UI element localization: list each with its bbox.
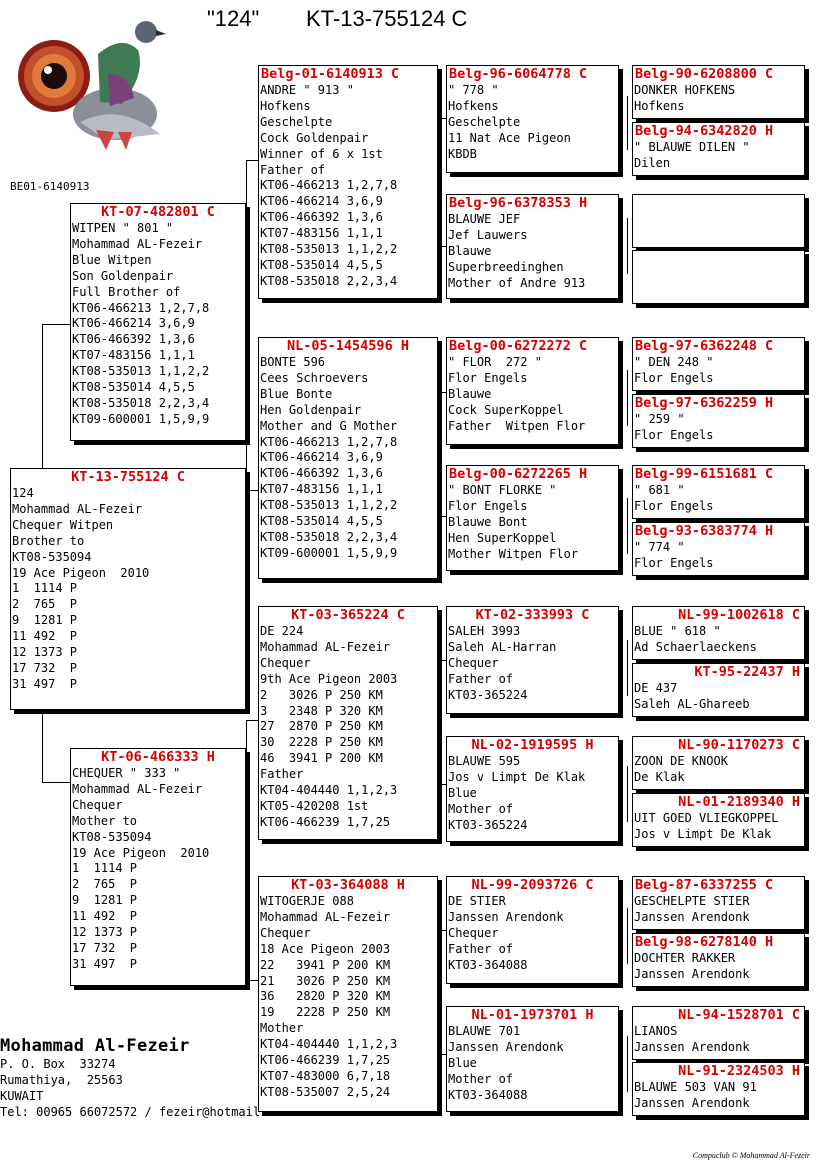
pedigree-line: BLUE " 618 " — [634, 624, 721, 638]
pedigree-line: KT08-535013 1,1,2,2 — [260, 242, 398, 257]
pedigree-line: Chequer — [260, 655, 311, 670]
pedigree-lines — [633, 483, 804, 515]
pedigree-line: Janssen Arendonk — [448, 909, 564, 924]
pedigree-lines — [71, 766, 245, 973]
dam-sire-card — [258, 606, 438, 840]
ring-number: NL-91-2324503 H — [678, 1063, 800, 1079]
pigeon-photo — [10, 14, 170, 164]
ring-number: NL-90-1170273 C — [678, 737, 800, 753]
pedigree-line: Father — [260, 767, 304, 782]
pedigree-line: Hofkens — [448, 98, 499, 113]
pedigree-line: BLAUWE JEF — [448, 212, 521, 226]
ring-number: NL-99-1002618 C — [678, 607, 800, 623]
pedigree-lines — [633, 624, 804, 656]
pedigree-line: 11 492 P — [72, 909, 138, 924]
pedigree-line: " 681 " — [634, 483, 685, 497]
pedigree-line: KT06-466392 1,3,6 — [72, 332, 195, 347]
pedigree-line: UIT GOED VLIEGKOPPEL — [634, 811, 779, 825]
pedigree-line: KT08-535014 4,5,5 — [260, 514, 383, 529]
pedigree-line: Mohammad AL-Fezeir — [260, 639, 391, 654]
pedigree-lines — [447, 624, 618, 704]
pedigree-line: 9 1281 P — [72, 893, 138, 908]
pedigree-line: Mohammad AL-Fezeir — [12, 501, 143, 516]
pedigree-line: KBDB — [448, 146, 477, 161]
pedigree-line: " 778 " — [448, 83, 499, 97]
pedigree-line: KT06-466214 3,6,9 — [72, 316, 195, 331]
pedigree-line: Janssen Arendonk — [634, 1039, 750, 1054]
pedigree-line: KT03-365224 — [448, 817, 528, 832]
pedigree-line: KT06-466239 1,7,25 — [260, 814, 391, 829]
ggp-card — [446, 194, 619, 299]
pedigree-line: Cock Goldenpair — [260, 130, 369, 145]
pedigree-line: Janssen Arendonk — [448, 1039, 564, 1054]
pedigree-line: 30 2228 P 250 KM — [260, 735, 383, 750]
ggp-card — [446, 1006, 619, 1112]
gggp-card — [632, 1062, 805, 1116]
ring-number: Belg-00-6272272 C — [449, 338, 588, 354]
pedigree-line: Flor Engels — [634, 498, 714, 513]
pedigree-line: 36 2820 P 320 KM — [260, 989, 391, 1004]
pedigree-lines — [447, 212, 618, 292]
ring-number: Belg-97-6362248 C — [635, 338, 774, 354]
pedigree-line: " 774 " — [634, 540, 685, 554]
owner-contact-line: Tel: 00965 66072572 / fezeir@hotmail. — [0, 1105, 268, 1119]
ring-number: Belg-00-6272265 H — [449, 466, 588, 482]
pedigree-line: KT07-483156 1,1,1 — [260, 226, 383, 241]
pedigree-lines — [11, 486, 245, 693]
pedigree-line: Flor Engels — [448, 370, 528, 385]
pedigree-lines — [633, 140, 804, 172]
pedigree-line: Mother of — [448, 801, 514, 816]
pedigree-line: Mohammad AL-Fezeir — [72, 781, 203, 796]
pedigree-line: " DEN 248 " — [634, 355, 714, 369]
pedigree-line: Janssen Arendonk — [634, 966, 750, 981]
gggp-card — [632, 1006, 805, 1060]
pedigree-line: Flor Engels — [634, 555, 714, 570]
gggp-card — [632, 736, 805, 790]
ggp-card — [446, 606, 619, 714]
pedigree-line: Superbreedinghen — [448, 259, 564, 274]
pedigree-line: BLAUWE 503 VAN 91 — [634, 1080, 757, 1094]
pigeon-ring-title: KT-13-755124 C — [306, 6, 468, 31]
gggp-card — [632, 122, 805, 176]
pedigree-lines — [633, 1080, 804, 1112]
pedigree-line: KT08-535013 1,1,2,2 — [260, 498, 398, 513]
ring-number: Belg-96-6378353 H — [449, 195, 588, 211]
gggp-card-empty — [632, 250, 805, 304]
pedigree-line: Blue Bonte — [260, 386, 333, 401]
pedigree-line: Cock SuperKoppel — [448, 402, 564, 417]
gggp-card — [632, 933, 805, 987]
pedigree-line: Cees Schroevers — [260, 370, 369, 385]
pedigree-line: KT08-535014 4,5,5 — [72, 380, 195, 395]
pedigree-line: " 259 " — [634, 412, 685, 426]
pedigree-line: 22 3941 P 200 KM — [260, 957, 391, 972]
gggp-card — [632, 606, 805, 660]
pedigree-line: KT05-420208 1st — [260, 798, 369, 813]
pedigree-line: Flor Engels — [448, 498, 528, 513]
pedigree-line: Hofkens — [260, 98, 311, 113]
pedigree-line: Father of — [448, 671, 514, 686]
pedigree-line: KT04-404440 1,1,2,3 — [260, 1037, 398, 1052]
pedigree-line: 124 — [12, 486, 34, 500]
owner-address-line: KUWAIT — [0, 1089, 44, 1103]
ring-number: KT-07-482801 C — [101, 204, 215, 220]
pedigree-line: Blue — [448, 785, 477, 800]
pedigree-line: Chequer Witpen — [12, 517, 114, 532]
dam-dam-card — [258, 876, 438, 1112]
pedigree-line: KT08-535094 — [72, 829, 152, 844]
copyright-footer: Compuclub © Mohammad Al-Fezeir — [692, 1151, 810, 1160]
pedigree-line: 17 732 P — [72, 940, 138, 955]
ggp-card — [446, 876, 619, 984]
pedigree-line: Mother of Andre 913 — [448, 275, 586, 290]
pedigree-line: DE 437 — [634, 681, 678, 695]
pedigree-line: SALEH 3993 — [448, 624, 521, 638]
pedigree-line: KT06-466392 1,3,6 — [260, 210, 383, 225]
pedigree-lines — [633, 540, 804, 572]
photo-ring-label: BE01-6140913 — [10, 180, 90, 193]
pedigree-line: Son Goldenpair — [72, 268, 174, 283]
pedigree-line: Full Brother of — [72, 284, 181, 299]
ring-number: NL-01-1973701 H — [471, 1007, 594, 1023]
pedigree-line: DOCHTER RAKKER — [634, 951, 736, 965]
pedigree-line: KT09-600001 1,5,9,9 — [260, 545, 398, 560]
gggp-card — [632, 465, 805, 519]
pedigree-line: 31 497 P — [72, 956, 138, 971]
pedigree-line: Blauwe Bont — [448, 514, 528, 529]
gggp-card — [632, 663, 805, 717]
ring-number: KT-03-364088 H — [291, 877, 405, 893]
owner-name: Mohammad Al-Fezeir — [0, 1036, 190, 1056]
pedigree-line: Winner of 6 x 1st — [260, 146, 383, 161]
pigeon-name: "124" — [207, 6, 260, 31]
pedigree-line: 19 2228 P 250 KM — [260, 1005, 391, 1020]
pedigree-line: WITOGERJE 088 — [260, 894, 354, 908]
pedigree-line: Flor Engels — [634, 427, 714, 442]
pedigree-lines — [447, 1024, 618, 1104]
pedigree-line: 2 765 P — [12, 597, 78, 612]
pedigree-line: " FLOR 272 " — [448, 355, 542, 369]
pedigree-line: " BONT FLORKE " — [448, 483, 557, 497]
pedigree-line: Janssen Arendonk — [634, 909, 750, 924]
ring-number: Belg-98-6278140 H — [635, 934, 774, 950]
pedigree-line: DONKER HOFKENS — [634, 83, 736, 97]
pedigree-line: Hen SuperKoppel — [448, 530, 557, 545]
gggp-card — [632, 394, 805, 448]
pedigree-line: 46 3941 P 200 KM — [260, 751, 383, 766]
pedigree-line: Mother and G Mother — [260, 418, 398, 433]
pedigree-line: 2 765 P — [72, 877, 138, 892]
pedigree-line: WITPEN " 801 " — [72, 221, 174, 235]
pedigree-lines — [447, 894, 618, 974]
ring-number: KT-06-466333 H — [101, 749, 215, 765]
pedigree-lines — [633, 894, 804, 926]
pedigree-line: Chequer — [448, 925, 499, 940]
pedigree-line: KT08-535018 2,2,3,4 — [72, 395, 210, 410]
pedigree-line: KT08-535018 2,2,3,4 — [260, 529, 398, 544]
ring-number: Belg-96-6064778 C — [449, 66, 588, 82]
gggp-card — [632, 793, 805, 847]
pedigree-line: KT07-483000 6,7,18 — [260, 1068, 391, 1083]
pedigree-line: 18 Ace Pigeon 2003 — [260, 941, 391, 956]
pedigree-line: KT07-483156 1,1,1 — [72, 348, 195, 363]
pedigree-line: KT06-466392 1,3,6 — [260, 466, 383, 481]
ring-number: Belg-93-6383774 H — [635, 523, 774, 539]
ggp-card — [446, 736, 619, 842]
pedigree-line: Mother to — [72, 813, 138, 828]
pedigree-line: DE 224 — [260, 624, 304, 638]
pedigree-line: Mother of — [448, 1071, 514, 1086]
pedigree-line: 12 1373 P — [12, 645, 78, 660]
pedigree-line: 11 Nat Ace Pigeon — [448, 130, 571, 145]
pedigree-lines — [633, 754, 804, 786]
pedigree-line: 9th Ace Pigeon 2003 — [260, 671, 398, 686]
pedigree-line: Chequer — [72, 797, 123, 812]
pedigree-line: Janssen Arendonk — [634, 1095, 750, 1110]
owner-block — [0, 1036, 267, 1120]
pedigree-lines — [71, 221, 245, 428]
pedigree-lines — [633, 811, 804, 843]
ring-number: Belg-99-6151681 C — [635, 466, 774, 482]
pedigree-lines — [447, 355, 618, 435]
pedigree-lines — [633, 412, 804, 444]
sire-card — [70, 203, 246, 441]
ring-number: NL-94-1528701 C — [678, 1007, 800, 1023]
pedigree-line: KT04-404440 1,1,2,3 — [260, 783, 398, 798]
pedigree-line: BONTE 596 — [260, 355, 326, 369]
pedigree-line: KT09-600001 1,5,9,9 — [72, 411, 210, 426]
pedigree-line: KT06-466214 3,6,9 — [260, 450, 383, 465]
pedigree-line: Father of — [448, 941, 514, 956]
pedigree-line: Blauwe — [448, 243, 492, 258]
pedigree-line: Blue Witpen — [72, 252, 152, 267]
pedigree-lines — [447, 483, 618, 563]
pedigree-line: KT08-535018 2,2,3,4 — [260, 273, 398, 288]
gggp-card — [632, 65, 805, 119]
pedigree-lines — [633, 1024, 804, 1056]
ring-number: KT-03-365224 C — [291, 607, 405, 623]
pedigree-line: KT08-535007 2,5,24 — [260, 1084, 391, 1099]
ggp-card — [446, 465, 619, 571]
pedigree-line: Geschelpte — [260, 114, 333, 129]
pedigree-line: KT03-364088 — [448, 1087, 528, 1102]
pedigree-lines — [259, 83, 437, 290]
pedigree-line: Blue — [448, 1055, 477, 1070]
pedigree-line: KT08-535094 — [12, 549, 92, 564]
pedigree-lines — [633, 355, 804, 387]
ring-number: NL-99-2093726 C — [471, 877, 594, 893]
gggp-card — [632, 522, 805, 576]
pedigree-line: KT06-466214 3,6,9 — [260, 194, 383, 209]
gggp-card — [632, 876, 805, 930]
pedigree-lines — [259, 355, 437, 562]
pedigree-lines — [633, 83, 804, 115]
pedigree-line: KT06-466213 1,2,7,8 — [72, 300, 210, 315]
pedigree-line: Father Witpen Flor — [448, 418, 586, 433]
pedigree-line: 17 732 P — [12, 660, 78, 675]
pedigree-line: 31 497 P — [12, 676, 78, 691]
pedigree-line: Geschelpte — [448, 114, 521, 129]
pedigree-line: KT06-466213 1,2,7,8 — [260, 178, 398, 193]
pedigree-line: Brother to — [12, 533, 85, 548]
pedigree-line: LIANOS — [634, 1024, 678, 1038]
gggp-card — [632, 337, 805, 391]
pedigree-line: Mother Witpen Flor — [448, 546, 579, 561]
pedigree-line: 21 3026 P 250 KM — [260, 973, 391, 988]
pedigree-line: De Klak — [634, 769, 685, 784]
pedigree-line: 27 2870 P 250 KM — [260, 719, 383, 734]
gggp-card-empty — [632, 194, 805, 248]
pedigree-line: " BLAUWE DILEN " — [634, 140, 750, 154]
pedigree-line: BLAUWE 595 — [448, 754, 521, 768]
ggp-card — [446, 337, 619, 445]
sire-dam-card — [258, 337, 438, 579]
pedigree-line: 3 2348 P 320 KM — [260, 703, 383, 718]
pedigree-line: 9 1281 P — [12, 613, 78, 628]
pedigree-line: KT06-466213 1,2,7,8 — [260, 434, 398, 449]
ring-number: NL-02-1919595 H — [471, 737, 594, 753]
pedigree-line: KT03-365224 — [448, 687, 528, 702]
pedigree-line: 12 1373 P — [72, 925, 138, 940]
ring-number: KT-13-755124 C — [71, 469, 185, 485]
pedigree-line: Mohammad AL-Fezeir — [72, 236, 203, 251]
subject-pigeon-card — [10, 468, 246, 710]
pedigree-lines — [633, 681, 804, 713]
pedigree-line: ANDRE " 913 " — [260, 83, 354, 97]
pedigree-line: KT03-364088 — [448, 957, 528, 972]
pedigree-line: 11 492 P — [12, 629, 78, 644]
ring-number: KT-02-333993 C — [475, 607, 590, 623]
pedigree-line: Mohammad AL-Fezeir — [260, 909, 391, 924]
pedigree-line: Saleh AL-Ghareeb — [634, 696, 750, 711]
ring-number: Belg-97-6362259 H — [635, 395, 774, 411]
ring-number: NL-01-2189340 H — [678, 794, 800, 810]
pedigree-line: Saleh AL-Harran — [448, 639, 557, 654]
pedigree-line: 2 3026 P 250 KM — [260, 687, 383, 702]
pedigree-lines — [259, 894, 437, 1101]
owner-address-line: P. O. Box 33274 — [0, 1057, 116, 1071]
pedigree-lines — [447, 83, 618, 163]
pedigree-line: KT06-466239 1,7,25 — [260, 1053, 391, 1068]
sire-sire-card — [258, 65, 438, 299]
pedigree-line: KT07-483156 1,1,1 — [260, 482, 383, 497]
pedigree-line: 19 Ace Pigeon 2010 — [12, 565, 150, 580]
pedigree-line: Jos v Limpt De Klak — [448, 769, 586, 784]
pedigree-line: Mother — [260, 1021, 304, 1036]
pedigree-line: 19 Ace Pigeon 2010 — [72, 845, 210, 860]
pedigree-line: Father of — [260, 162, 326, 177]
ring-number: Belg-90-6208800 C — [635, 66, 774, 82]
ring-number: Belg-87-6337255 C — [635, 877, 774, 893]
pedigree-line: Flor Engels — [634, 370, 714, 385]
pedigree-line: BLAUWE 701 — [448, 1024, 521, 1038]
pedigree-line: Chequer — [260, 925, 311, 940]
pedigree-line: Ad Schaerlaeckens — [634, 639, 757, 654]
pedigree-line: GESCHELPTE STIER — [634, 894, 750, 908]
pedigree-line: DE STIER — [448, 894, 506, 908]
ring-number: NL-05-1454596 H — [287, 338, 409, 354]
pedigree-lines — [633, 951, 804, 983]
pedigree-line: KT08-535013 1,1,2,2 — [72, 364, 210, 379]
dam-card — [70, 748, 246, 986]
pedigree-line: CHEQUER " 333 " — [72, 766, 181, 780]
ring-number: Belg-01-6140913 C — [261, 66, 400, 82]
pedigree-line: 1 1114 P — [72, 861, 138, 876]
pedigree-line: ZOON DE KNOOK — [634, 754, 728, 768]
pedigree-line: Blauwe — [448, 386, 492, 401]
ggp-card — [446, 65, 619, 173]
pedigree-lines — [259, 624, 437, 831]
pedigree-line: Jos v Limpt De Klak — [634, 826, 772, 841]
pedigree-line: KT08-535014 4,5,5 — [260, 257, 383, 272]
pedigree-line: 1 1114 P — [12, 581, 78, 596]
pedigree-line: Chequer — [448, 655, 499, 670]
pedigree-line: Hofkens — [634, 98, 685, 113]
owner-address-line: Rumathiya, 25563 — [0, 1073, 123, 1087]
pedigree-line: Jef Lauwers — [448, 227, 528, 242]
pedigree-lines — [447, 754, 618, 834]
pedigree-line: Hen Goldenpair — [260, 402, 362, 417]
pedigree-line: Dilen — [634, 155, 671, 170]
ring-number: KT-95-22437 H — [694, 664, 800, 680]
ring-number: Belg-94-6342820 H — [635, 123, 774, 139]
